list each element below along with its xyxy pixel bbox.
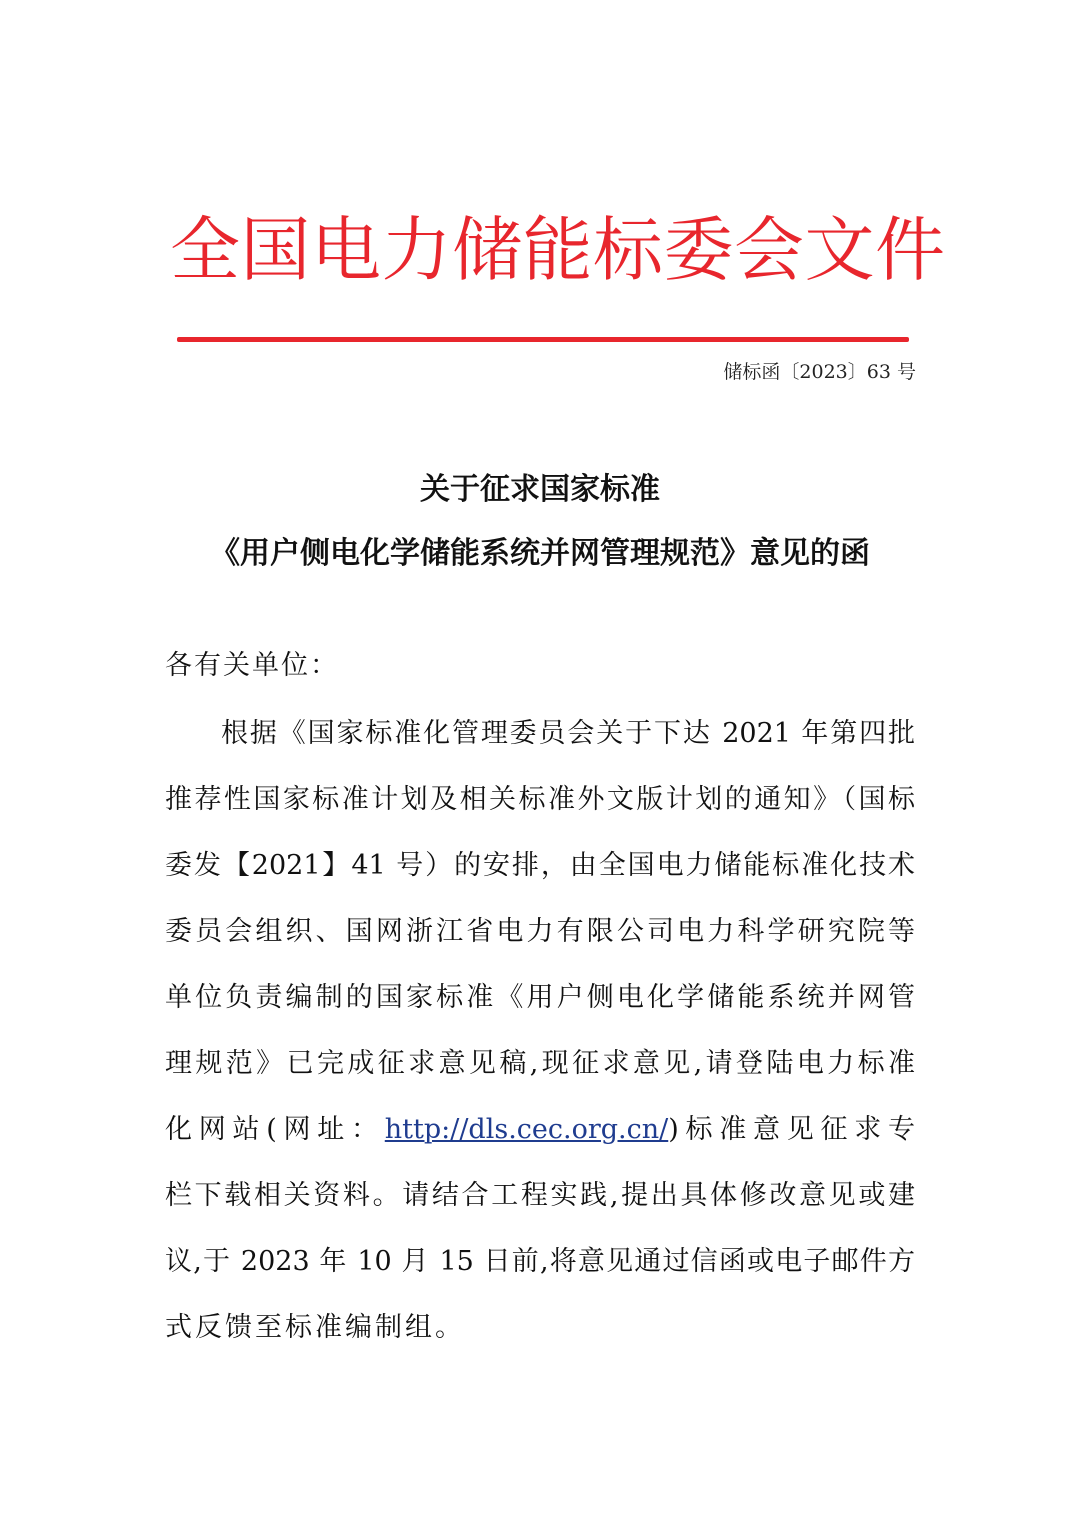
body-line-6: 理规范》已完成征求意见稿,现征求意见,请登陆电力标准 (165, 1048, 915, 1079)
red-separator-rule (177, 337, 909, 342)
body-line-3: 委发【2021】41 号）的安排，由全国电力储能标准化技术 (165, 850, 915, 881)
document-number: 储标函〔2023〕63 号 (723, 361, 916, 383)
salutation: 各有关单位： (165, 650, 339, 681)
body-line-7 (165, 1110, 915, 1150)
masthead-title: 全国电力储能标委会文件 (170, 209, 946, 291)
document-title-line-1: 关于征求国家标准 (420, 472, 660, 507)
body-line-10: 式反馈至标准编制组。 (165, 1312, 465, 1343)
body-line-1: 根据《国家标准化管理委员会关于下达 2021 年第四批 (221, 718, 915, 749)
body-line-7-suffix: )标准意见征求专 (668, 1114, 915, 1145)
body-line-7-prefix: 化网站(网址： (165, 1114, 385, 1145)
body-line-2: 推荐性国家标准计划及相关标准外文版计划的通知》（国标 (165, 784, 915, 815)
body-line-4: 委员会组织、国网浙江省电力有限公司电力科学研究院等 (165, 916, 915, 947)
body-line-5: 单位负责编制的国家标准《用户侧电化学储能系统并网管 (165, 982, 915, 1013)
body-line-8: 栏下载相关资料。请结合工程实践,提出具体修改意见或建 (165, 1180, 915, 1211)
website-url-link[interactable]: http://dls.cec.org.cn/ (384, 1114, 669, 1145)
document-title-line-2: 《用户侧电化学储能系统并网管理规范》意见的函 (210, 536, 870, 571)
body-line-9: 议,于 2023 年 10 月 15 日前,将意见通过信函或电子邮件方 (165, 1246, 915, 1277)
